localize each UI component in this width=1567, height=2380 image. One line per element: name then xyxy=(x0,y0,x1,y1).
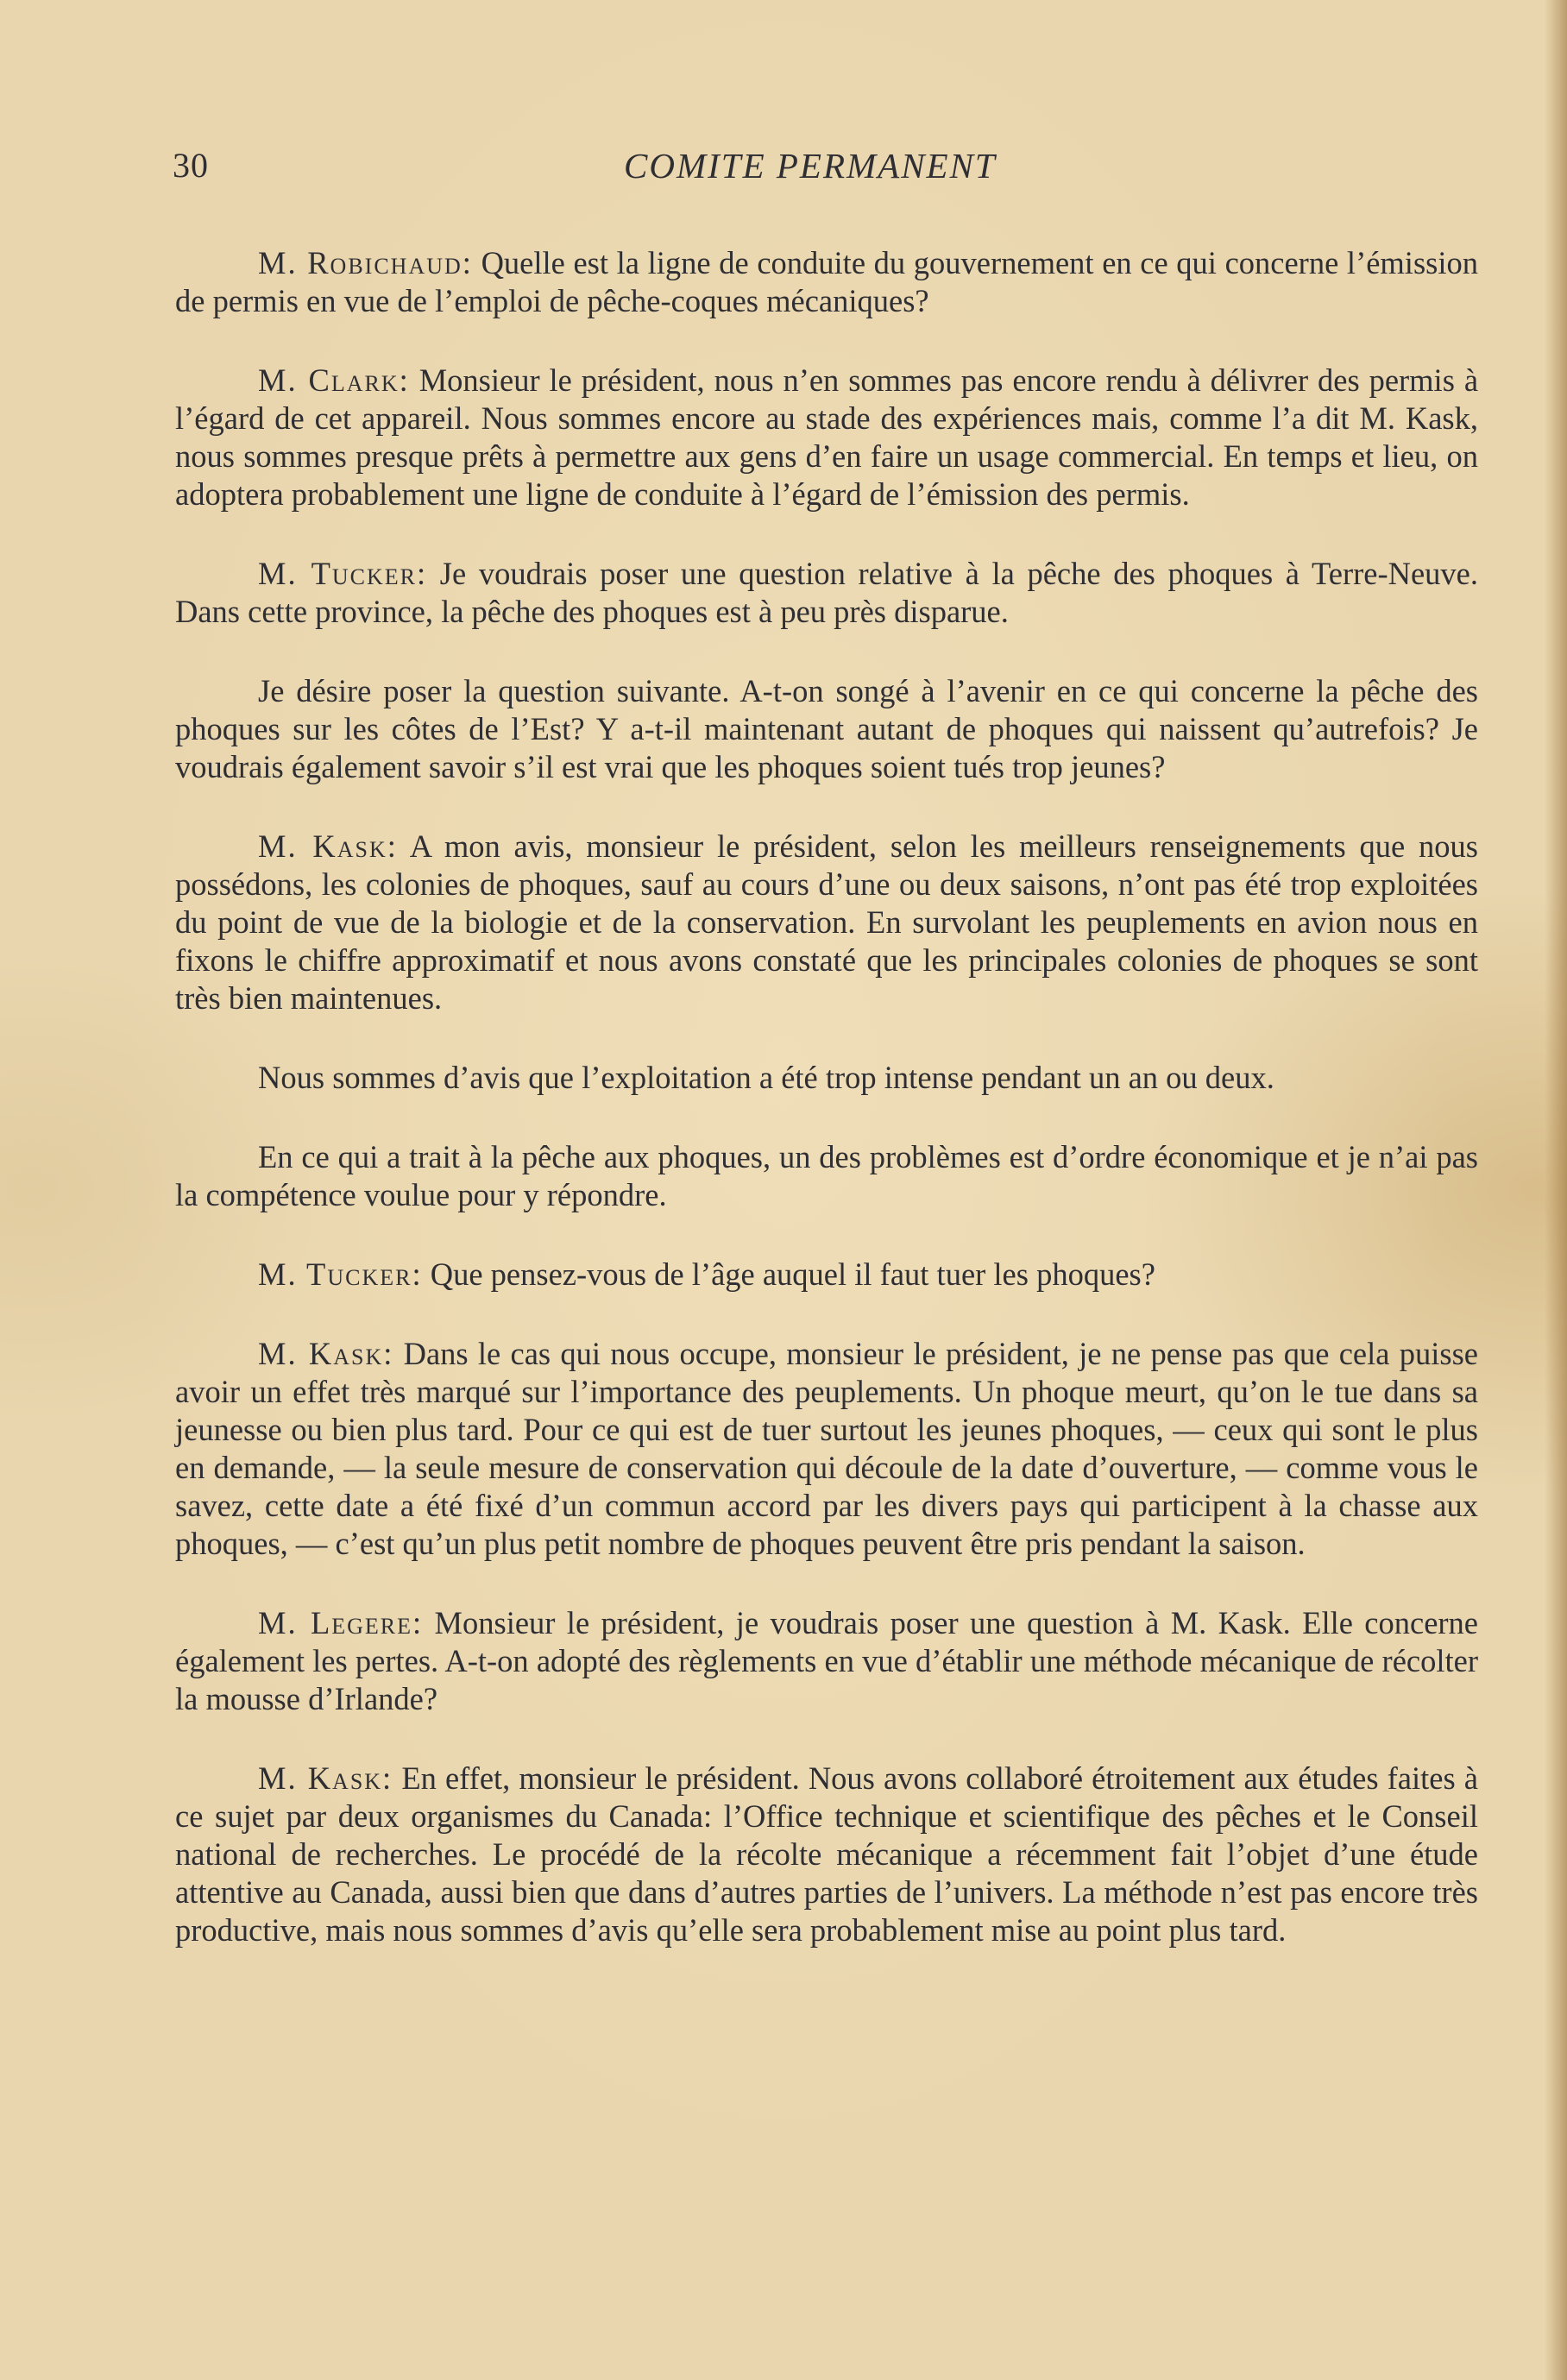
paragraph-text: Je voudrais poser une question relative à la pêche des phoques à Terre-Neuve. Dans cette province, la pêche des phoques est à peu près disparue. xyxy=(175,556,1478,629)
paragraph-robichaud-question xyxy=(175,244,1478,320)
speaker-name: M. Robichaud: xyxy=(258,245,473,280)
paragraph-text: Monsieur le président, je voudrais poser une question à M. Kask. Elle concerne également les pertes. A-t-on adopté des règlements en vue d’établir une méthode mécanique de récolter la mousse d’Irlande? xyxy=(175,1605,1479,1716)
speaker-name: M. Legere: xyxy=(258,1605,424,1640)
speaker-name: M. Kask: xyxy=(258,828,398,864)
page-title: COMITE PERMANENT xyxy=(624,146,997,186)
paragraph-tucker-continued xyxy=(175,672,1478,786)
paragraph-tucker-question xyxy=(175,555,1478,631)
paragraph-kask-answer-2 xyxy=(175,1335,1478,1563)
paragraph-kask-continued-1 xyxy=(175,1059,1478,1097)
speaker-name: M. Tucker: xyxy=(258,1256,423,1292)
speaker-name: M. Kask: xyxy=(258,1336,394,1371)
paragraph-text: Que pensez-vous de l’âge auquel il faut tuer les phoques? xyxy=(430,1256,1155,1292)
paragraph-legere-question xyxy=(175,1604,1478,1718)
body-text xyxy=(175,244,1478,1991)
paragraph-text: Dans le cas qui nous occupe, monsieur le président, je ne pense pas que cela puisse avoir un effet très marqué sur l’importance des peuplements. Un phoque meurt, qu’on le tue dans sa jeunesse ou bien plus tard. Pour ce qui est de tuer surtout les jeunes phoques, — ceux qui sont le plus en demande, — la seule mesure de conservation qui découle de la date d’ouverture, — comme vous le savez, cette date a été fixé d’un commun accord par les divers pays qui participent à la chasse aux phoques, — c’est qu’un plus petit nombre de phoques peuvent être pris pendant la saison. xyxy=(175,1336,1478,1561)
paragraph-text: A mon avis, monsieur le président, selon les meilleurs renseignements que nous possédons, les colonies de phoques, sauf au cours d’une ou deux saisons, n’ont pas été trop exploitées du point de vue de la biologie et de la conservation. En survolant les peuplements en avion nous en fixons le chiffre approximatif et nous avons constaté que les principales colonies de phoques se sont très bien maintenues. xyxy=(175,828,1478,1016)
speaker-name: M. Clark: xyxy=(258,362,410,398)
paragraph-text: Nous sommes d’avis que l’exploitation a été trop intense pendant un an ou deux. xyxy=(258,1060,1274,1095)
paragraph-clark-answer xyxy=(175,362,1478,513)
paragraph-kask-answer-3 xyxy=(175,1760,1478,1949)
page-edge-shadow xyxy=(1545,0,1567,2380)
paragraph-kask-continued-2 xyxy=(175,1138,1478,1214)
paragraph-text: En effet, monsieur le président. Nous avons collaboré étroitement aux études faites à ce sujet par deux organismes du Canada: l’Office technique et scientifique des pêches et le Conseil national de recherches. Le procédé de la récolte mécanique a récemment fait l’objet d’une étude attentive au Canada, aussi bien que dans d’autres parties de l’univers. La méthode n’est pas encore très productive, mais nous sommes d’avis qu’elle sera probablement mise au point plus tard. xyxy=(175,1760,1478,1948)
speaker-name: M. Kask: xyxy=(258,1760,393,1796)
paragraph-text: Je désire poser la question suivante. A-t-on songé à l’avenir en ce qui concerne la pêche des phoques sur les côtes de l’Est? Y a-t-il maintenant autant de phoques qui naissent qu’autrefois? Je voudrais également savoir s’il est vrai que les phoques soient tués trop jeunes? xyxy=(175,673,1478,784)
paragraph-text: Monsieur le président, nous n’en sommes pas encore rendu à délivrer des permis à l’égard de cet appareil. Nous sommes encore au stade des expériences mais, comme l’a dit M. Kask, nous sommes presque prêts à permettre aux gens d’en faire un usage commercial. En temps et lieu, on adoptera probablement une ligne de conduite à l’égard de l’émission des permis. xyxy=(175,362,1479,512)
paragraph-tucker-question-2 xyxy=(175,1256,1478,1294)
paragraph-kask-answer xyxy=(175,828,1478,1017)
page-number: 30 xyxy=(173,146,209,185)
paragraph-text: En ce qui a trait à la pêche aux phoques, un des problèmes est d’ordre économique et je n’ai pas la compétence voulue pour y répondre. xyxy=(175,1139,1478,1212)
paragraph-text: Quelle est la ligne de conduite du gouvernement en ce qui concerne l’émission de permis en vue de l’emploi de pêche-coques mécaniques? xyxy=(175,245,1479,318)
running-head xyxy=(173,145,1467,197)
speaker-name: M. Tucker: xyxy=(258,556,428,591)
